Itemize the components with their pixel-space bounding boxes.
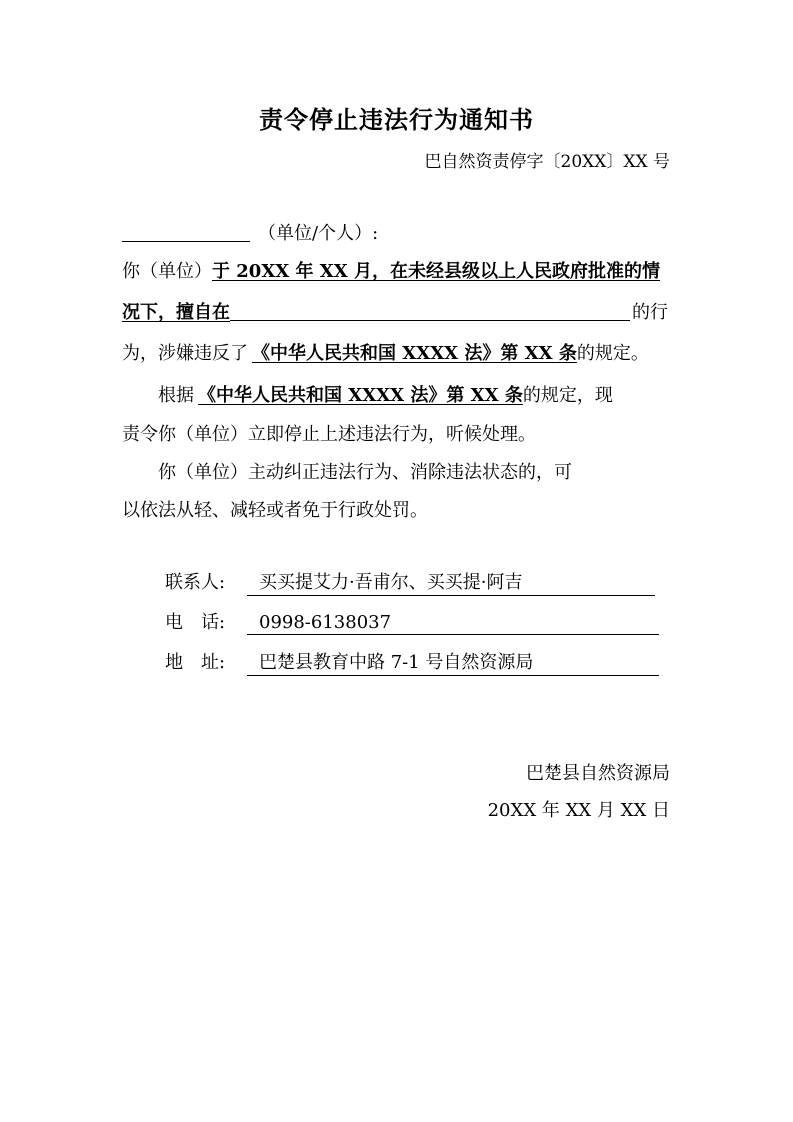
- signature-date: 20XX 年 XX 月 XX 日: [487, 800, 670, 821]
- para2-line1-fill: 《中华人民共和国 XXXX 法》第 XX 条: [198, 385, 523, 406]
- contact-phone-label: 电 话:: [165, 612, 226, 633]
- para1-line3: [122, 339, 674, 365]
- para2-line1-prefix: 根据: [158, 385, 194, 406]
- signature-org: 巴楚县自然资源局: [526, 763, 670, 784]
- para3-line1: 你（单位）主动纠正违法行为、消除违法状态的，可: [158, 462, 572, 483]
- contact-address-row: [165, 648, 659, 676]
- para1-line1-fill: 于 20XX 年 XX 月，在未经县级以上人民政府批准的情: [212, 261, 660, 282]
- document-title: 责令停止违法行为通知书: [259, 106, 534, 134]
- para1-line2: [122, 298, 674, 324]
- addressee-blank[interactable]: [122, 223, 250, 242]
- addressee-line: [122, 219, 674, 245]
- contact-person-value: 买买提艾力·吾甫尔、买买提·阿吉: [247, 568, 655, 596]
- para1-line2-fill: 况下，擅自在: [122, 302, 230, 323]
- contact-address-value: 巴楚县教育中路 7-1 号自然资源局: [247, 648, 659, 676]
- para1-line1: [122, 257, 674, 283]
- addressee-suffix: （单位/个人）:: [258, 223, 379, 244]
- contact-person-label: 联系人:: [165, 572, 226, 593]
- contact-address-label: 地 址:: [165, 652, 226, 673]
- document-number: 巴自然资责停字〔20XX〕XX 号: [424, 152, 670, 172]
- para1-line2-suffix: 的行: [632, 302, 668, 323]
- para2-line2: 责令你（单位）立即停止上述违法行为，听候处理。: [122, 424, 536, 445]
- para1-line3-suffix: 的规定。: [576, 343, 649, 364]
- location-blank[interactable]: [230, 302, 630, 321]
- contact-phone-value: 0998-6138037: [247, 612, 659, 635]
- para1-line1-prefix: 你（单位）: [122, 261, 212, 282]
- para2-line1: [158, 381, 674, 407]
- contact-phone-row: [165, 608, 659, 635]
- para1-line3-fill: 《中华人民共和国 XXXX 法》第 XX 条: [252, 343, 577, 364]
- para1-line3-prefix: 为，涉嫌违反了: [122, 343, 248, 364]
- para2-line1-suffix: 的规定，现: [522, 385, 613, 406]
- contact-person-row: [165, 568, 655, 596]
- para3-line2: 以依法从轻、减轻或者免于行政处罚。: [122, 500, 428, 521]
